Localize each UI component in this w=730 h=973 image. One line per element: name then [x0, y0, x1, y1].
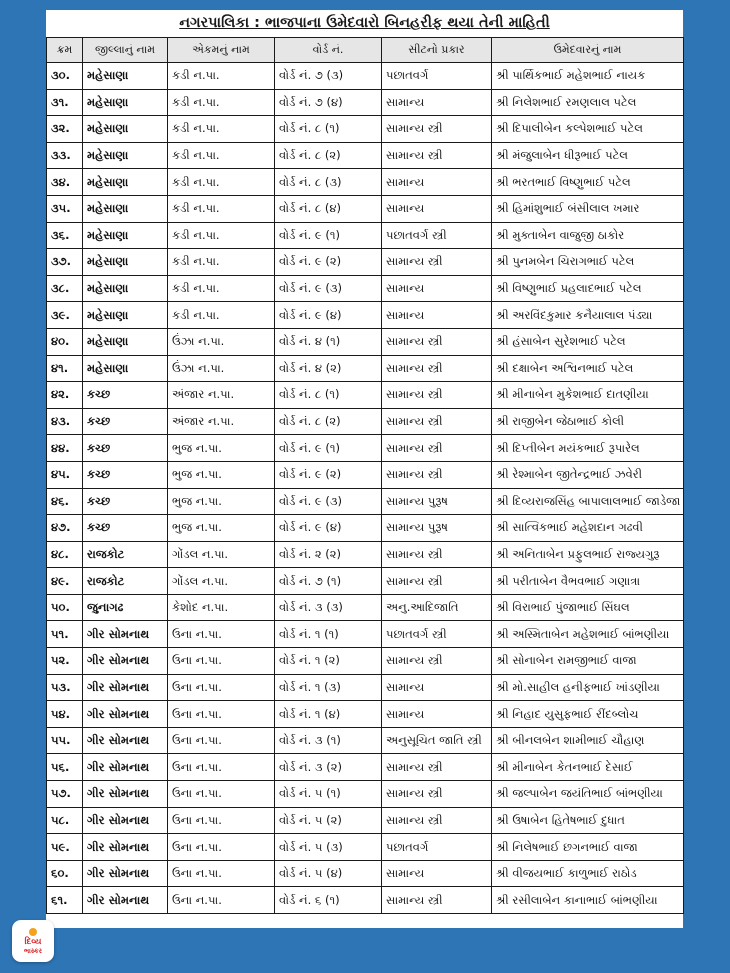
- cell-candidate: શ્રી રસીલાબેન કાનાભાઈ બાંભણીયા: [492, 887, 684, 914]
- cell-serial: ૫૮.: [47, 807, 83, 834]
- cell-district: ગીર સોમનાથ: [83, 834, 168, 861]
- cell-candidate: શ્રી સાત્વિકભાઈ મહેશદાન ગઢવી: [492, 515, 684, 542]
- cell-ward: વોર્ડ નં. ૩ (૧): [275, 727, 382, 754]
- cell-serial: ૪૯.: [47, 568, 83, 595]
- cell-seat-type: સામાન્ય: [382, 275, 492, 302]
- cell-ward: વોર્ડ નં. ૧ (૨): [275, 648, 382, 675]
- cell-district: મહેસાણા: [83, 63, 168, 90]
- table-row: [47, 142, 684, 169]
- table-row: [47, 541, 684, 568]
- cell-district: ગીર સોમનાથ: [83, 807, 168, 834]
- cell-ward: વોર્ડ નં. ૯ (૩): [275, 275, 382, 302]
- cell-unit: કડી ન.પા.: [168, 302, 275, 329]
- cell-unit: કડી ન.પા.: [168, 63, 275, 90]
- cell-candidate: શ્રી પુનમબેન ચિરાગભાઈ પટેલ: [492, 249, 684, 276]
- cell-serial: ૩૬.: [47, 222, 83, 249]
- cell-seat-type: સામાન્ય: [382, 169, 492, 196]
- cell-candidate: શ્રી હિમાંશુભાઈ બંસીલાલ ખમાર: [492, 195, 684, 222]
- cell-unit: કડી ન.પા.: [168, 195, 275, 222]
- cell-ward: વોર્ડ નં. ૭ (૪): [275, 89, 382, 116]
- sun-icon: [29, 928, 37, 936]
- cell-candidate: શ્રી પાર્થિકભાઈ મહેશભાઈ નાયક: [492, 63, 684, 90]
- cell-ward: વોર્ડ નં. ૮ (૨): [275, 408, 382, 435]
- cell-serial: ૪૭.: [47, 515, 83, 542]
- cell-seat-type: પછાતવર્ગ: [382, 834, 492, 861]
- cell-candidate: શ્રી મો.સાહીલ હનીફભાઈ ખાંડણીયા: [492, 674, 684, 701]
- table-header-row: [47, 38, 684, 63]
- table-row: [47, 435, 684, 462]
- cell-serial: ૪૪.: [47, 435, 83, 462]
- cell-unit: કડી ન.પા.: [168, 169, 275, 196]
- cell-seat-type: સામાન્ય: [382, 701, 492, 728]
- cell-seat-type: સામાન્ય પુરૂષ: [382, 515, 492, 542]
- cell-district: મહેસાણા: [83, 222, 168, 249]
- cell-serial: ૪૮.: [47, 541, 83, 568]
- table-row: [47, 887, 684, 914]
- cell-ward: વોર્ડ નં. ૯ (૨): [275, 249, 382, 276]
- cell-district: કચ્છ: [83, 435, 168, 462]
- table-row: [47, 461, 684, 488]
- cell-seat-type: સામાન્ય સ્ત્રી: [382, 142, 492, 169]
- cell-candidate: શ્રી રેશ્માબેન જીતેન્દ્રભાઈ ઝવેરી: [492, 461, 684, 488]
- cell-seat-type: સામાન્ય સ્ત્રી: [382, 328, 492, 355]
- table-row: [47, 89, 684, 116]
- table-row: [47, 754, 684, 781]
- cell-district: મહેસાણા: [83, 142, 168, 169]
- cell-ward: વોર્ડ નં. ૮ (૧): [275, 116, 382, 143]
- cell-district: ગીર સોમનાથ: [83, 648, 168, 675]
- cell-district: રાજકોટ: [83, 541, 168, 568]
- logo-text-line1: દિવ્ય: [24, 936, 42, 947]
- cell-unit: કડી ન.પા.: [168, 249, 275, 276]
- cell-unit: ગોંડલ ન.પા.: [168, 541, 275, 568]
- cell-serial: ૪૫.: [47, 461, 83, 488]
- cell-serial: ૫૦.: [47, 594, 83, 621]
- table-row: [47, 594, 684, 621]
- table-row: [47, 807, 684, 834]
- cell-seat-type: સામાન્ય સ્ત્રી: [382, 249, 492, 276]
- table-row: [47, 382, 684, 409]
- cell-serial: ૫૬.: [47, 754, 83, 781]
- cell-ward: વોર્ડ નં. ૪ (૧): [275, 328, 382, 355]
- cell-seat-type: પછાતવર્ગ સ્ત્રી: [382, 621, 492, 648]
- cell-district: કચ્છ: [83, 408, 168, 435]
- cell-serial: ૫૫.: [47, 727, 83, 754]
- cell-serial: ૬૧.: [47, 887, 83, 914]
- cell-unit: ભુજ ન.પા.: [168, 461, 275, 488]
- cell-district: ગીર સોમનાથ: [83, 887, 168, 914]
- cell-ward: વોર્ડ નં. ૯ (૧): [275, 435, 382, 462]
- cell-candidate: શ્રી ઉષાબેન હિતેષભાઈ દુધાત: [492, 807, 684, 834]
- cell-seat-type: સામાન્ય: [382, 195, 492, 222]
- cell-unit: ઉના ન.પા.: [168, 621, 275, 648]
- cell-candidate: શ્રી બીનલબેન શામીભાઈ ચૌહાણ: [492, 727, 684, 754]
- cell-ward: વોર્ડ નં. ૭ (૩): [275, 63, 382, 90]
- page-title: નગરપાલિકા : ભાજપાના ઉમેદવારો બિનહરીફ થયા તેની માહિતી: [179, 15, 550, 31]
- col-header-unit: એકમનું નામ: [168, 38, 275, 63]
- cell-seat-type: સામાન્ય સ્ત્રી: [382, 754, 492, 781]
- cell-candidate: શ્રી વિરાભાઈ પુંજાભાઈ સિંઘલ: [492, 594, 684, 621]
- cell-ward: વોર્ડ નં. ૮ (૨): [275, 142, 382, 169]
- cell-ward: વોર્ડ નં. ૨ (૨): [275, 541, 382, 568]
- cell-seat-type: સામાન્ય: [382, 89, 492, 116]
- cell-district: ગીર સોમનાથ: [83, 754, 168, 781]
- cell-candidate: શ્રી નિહાદ યુસુફભાઈ રીંદબ્લોચ: [492, 701, 684, 728]
- col-header-ward: વોર્ડ નં.: [275, 38, 382, 63]
- cell-district: મહેસાણા: [83, 195, 168, 222]
- cell-ward: વોર્ડ નં. ૫ (૨): [275, 807, 382, 834]
- cell-ward: વોર્ડ નં. ૫ (૩): [275, 834, 382, 861]
- cell-district: મહેસાણા: [83, 302, 168, 329]
- cell-district: કચ્છ: [83, 382, 168, 409]
- cell-candidate: શ્રી અસ્મિતાબેન મહેશભાઈ બાંભણીયા: [492, 621, 684, 648]
- cell-seat-type: અનુ.આદિજાતિ: [382, 594, 492, 621]
- cell-ward: વોર્ડ નં. ૯ (૪): [275, 302, 382, 329]
- cell-district: કચ્છ: [83, 488, 168, 515]
- cell-district: મહેસાણા: [83, 275, 168, 302]
- cell-candidate: શ્રી અરવિંદકુમાર કનૈયાલાલ પંડ્યા: [492, 302, 684, 329]
- cell-district: મહેસાણા: [83, 169, 168, 196]
- cell-ward: વોર્ડ નં. ૧ (૩): [275, 674, 382, 701]
- cell-district: મહેસાણા: [83, 89, 168, 116]
- cell-unit: ઉના ન.પા.: [168, 754, 275, 781]
- table-row: [47, 408, 684, 435]
- cell-ward: વોર્ડ નં. ૬ (૧): [275, 887, 382, 914]
- table-row: [47, 355, 684, 382]
- cell-district: કચ્છ: [83, 461, 168, 488]
- cell-serial: ૪૧.: [47, 355, 83, 382]
- cell-serial: ૫૩.: [47, 674, 83, 701]
- candidates-table: [46, 37, 684, 914]
- cell-candidate: શ્રી પરીતાબેન વૈભવભાઈ ગણાત્રા: [492, 568, 684, 595]
- cell-unit: ઉના ન.પા.: [168, 887, 275, 914]
- cell-serial: ૪૬.: [47, 488, 83, 515]
- cell-seat-type: સામાન્ય: [382, 674, 492, 701]
- cell-district: રાજકોટ: [83, 568, 168, 595]
- cell-unit: ઉના ન.પા.: [168, 860, 275, 887]
- table-row: [47, 674, 684, 701]
- cell-unit: કડી ન.પા.: [168, 222, 275, 249]
- cell-serial: ૩૫.: [47, 195, 83, 222]
- cell-district: ગીર સોમનાથ: [83, 860, 168, 887]
- table-row: [47, 568, 684, 595]
- cell-candidate: શ્રી દક્ષાબેન અશ્વિનભાઈ પટેલ: [492, 355, 684, 382]
- cell-unit: ઉના ન.પા.: [168, 648, 275, 675]
- cell-unit: ઉંઝા ન.પા.: [168, 355, 275, 382]
- cell-candidate: શ્રી મંજુલાબેન ધીરૂભાઈ પટેલ: [492, 142, 684, 169]
- cell-seat-type: સામાન્ય સ્ત્રી: [382, 807, 492, 834]
- cell-unit: કેશોદ ન.પા.: [168, 594, 275, 621]
- cell-ward: વોર્ડ નં. ૮ (૩): [275, 169, 382, 196]
- table-row: [47, 222, 684, 249]
- cell-seat-type: અનુસૂચિત જાતિ સ્ત્રી: [382, 727, 492, 754]
- cell-unit: કડી ન.પા.: [168, 116, 275, 143]
- table-row: [47, 860, 684, 887]
- cell-candidate: શ્રી હંસાબેન સુરેશભાઈ પટેલ: [492, 328, 684, 355]
- cell-seat-type: સામાન્ય સ્ત્રી: [382, 568, 492, 595]
- table-row: [47, 116, 684, 143]
- cell-serial: ૩૩.: [47, 142, 83, 169]
- cell-ward: વોર્ડ નં. ૮ (૧): [275, 382, 382, 409]
- table-row: [47, 701, 684, 728]
- cell-candidate: શ્રી અનિતાબેન પ્રફુલભાઈ રાજ્યગુરૂ: [492, 541, 684, 568]
- cell-seat-type: સામાન્ય સ્ત્રી: [382, 541, 492, 568]
- cell-candidate: શ્રી દિપ્તીબેન મયંકભાઈ રૂપારેલ: [492, 435, 684, 462]
- cell-serial: ૩૯.: [47, 302, 83, 329]
- cell-candidate: શ્રી નિલેશભાઈ રમણલાલ પટેલ: [492, 89, 684, 116]
- col-header-district: જીલ્લાનું નામ: [83, 38, 168, 63]
- cell-seat-type: સામાન્ય સ્ત્રી: [382, 435, 492, 462]
- cell-serial: ૪૦.: [47, 328, 83, 355]
- table-row: [47, 195, 684, 222]
- col-header-serial: ક્રમ: [47, 38, 83, 63]
- cell-ward: વોર્ડ નં. ૭ (૧): [275, 568, 382, 595]
- table-row: [47, 727, 684, 754]
- cell-unit: ભુજ ન.પા.: [168, 515, 275, 542]
- cell-ward: વોર્ડ નં. ૯ (૩): [275, 488, 382, 515]
- cell-serial: ૩૦.: [47, 63, 83, 90]
- cell-unit: ઉના ન.પા.: [168, 674, 275, 701]
- cell-serial: ૫૪.: [47, 701, 83, 728]
- cell-serial: ૫૭.: [47, 781, 83, 808]
- cell-seat-type: પછાતવર્ગ: [382, 63, 492, 90]
- cell-serial: ૩૧.: [47, 89, 83, 116]
- cell-ward: વોર્ડ નં. ૪ (૨): [275, 355, 382, 382]
- cell-unit: ઉના ન.પા.: [168, 701, 275, 728]
- cell-unit: અંજાર ન.પા.: [168, 408, 275, 435]
- table-row: [47, 648, 684, 675]
- cell-ward: વોર્ડ નં. ૯ (૪): [275, 515, 382, 542]
- cell-seat-type: પછાતવર્ગ સ્ત્રી: [382, 222, 492, 249]
- cell-serial: ૫૯.: [47, 834, 83, 861]
- cell-district: ગીર સોમનાથ: [83, 701, 168, 728]
- cell-candidate: શ્રી રાજીબેન જેઠાભાઈ કોલી: [492, 408, 684, 435]
- table-body: [47, 63, 684, 914]
- cell-ward: વોર્ડ નં. ૫ (૪): [275, 860, 382, 887]
- table-row: [47, 488, 684, 515]
- table-row: [47, 328, 684, 355]
- col-header-candidate: ઉમેદવારનું નામ: [492, 38, 684, 63]
- cell-candidate: શ્રી મીનાબેન મુકેશભાઈ દાતણીયા: [492, 382, 684, 409]
- cell-unit: કડી ન.પા.: [168, 89, 275, 116]
- table-row: [47, 169, 684, 196]
- cell-serial: ૪૩.: [47, 408, 83, 435]
- cell-candidate: શ્રી મીનાબેન કેતનભાઈ દેસાઈ: [492, 754, 684, 781]
- cell-unit: કડી ન.પા.: [168, 142, 275, 169]
- cell-seat-type: સામાન્ય સ્ત્રી: [382, 355, 492, 382]
- cell-candidate: શ્રી સોનાબેન રામજીભાઈ વાજા: [492, 648, 684, 675]
- cell-candidate: શ્રી દિવ્યરાજસિંહ બાપાલાલભાઈ જાડેજા: [492, 488, 684, 515]
- cell-district: ગીર સોમનાથ: [83, 727, 168, 754]
- cell-unit: ભુજ ન.પા.: [168, 488, 275, 515]
- cell-seat-type: સામાન્ય સ્ત્રી: [382, 648, 492, 675]
- logo-text-line2: ભાસ્કર: [24, 946, 42, 955]
- cell-ward: વોર્ડ નં. ૯ (૨): [275, 461, 382, 488]
- table-row: [47, 781, 684, 808]
- cell-serial: ૩૭.: [47, 249, 83, 276]
- cell-seat-type: સામાન્ય સ્ત્રી: [382, 461, 492, 488]
- cell-seat-type: સામાન્ય પુરૂષ: [382, 488, 492, 515]
- cell-seat-type: સામાન્ય: [382, 860, 492, 887]
- cell-unit: ઉના ન.પા.: [168, 727, 275, 754]
- cell-district: મહેસાણા: [83, 328, 168, 355]
- table-row: [47, 834, 684, 861]
- cell-serial: ૩૪.: [47, 169, 83, 196]
- cell-serial: ૫૨.: [47, 648, 83, 675]
- cell-unit: ઉના ન.પા.: [168, 834, 275, 861]
- cell-ward: વોર્ડ નં. ૫ (૧): [275, 781, 382, 808]
- cell-ward: વોર્ડ નં. ૮ (૪): [275, 195, 382, 222]
- cell-serial: ૫૧.: [47, 621, 83, 648]
- cell-seat-type: સામાન્ય સ્ત્રી: [382, 116, 492, 143]
- cell-candidate: શ્રી ભરતભાઈ વિષ્ણુભાઈ પટેલ: [492, 169, 684, 196]
- cell-candidate: શ્રી નિલેષભાઈ છગનભાઈ વાજા: [492, 834, 684, 861]
- cell-district: કચ્છ: [83, 515, 168, 542]
- cell-district: જુનાગઢ: [83, 594, 168, 621]
- cell-district: મહેસાણા: [83, 249, 168, 276]
- cell-seat-type: સામાન્ય: [382, 302, 492, 329]
- col-header-seat-type: સીટનો પ્રકાર: [382, 38, 492, 63]
- cell-candidate: શ્રી વિષ્ણુભાઈ પ્રહલાદભાઈ પટેલ: [492, 275, 684, 302]
- table-row: [47, 621, 684, 648]
- cell-unit: કડી ન.પા.: [168, 275, 275, 302]
- cell-unit: ભુજ ન.પા.: [168, 435, 275, 462]
- cell-serial: ૩૮.: [47, 275, 83, 302]
- cell-unit: ઉના ન.પા.: [168, 781, 275, 808]
- cell-candidate: શ્રી દિપાલીબેન કલ્પેશભાઈ પટેલ: [492, 116, 684, 143]
- cell-candidate: શ્રી જલ્પાબેન જયંતિભાઈ બાંભણીયા: [492, 781, 684, 808]
- cell-district: મહેસાણા: [83, 116, 168, 143]
- cell-seat-type: સામાન્ય સ્ત્રી: [382, 408, 492, 435]
- cell-serial: ૪૨.: [47, 382, 83, 409]
- cell-district: મહેસાણા: [83, 355, 168, 382]
- cell-ward: વોર્ડ નં. ૩ (૩): [275, 594, 382, 621]
- table-row: [47, 275, 684, 302]
- cell-unit: ગોંડલ ન.પા.: [168, 568, 275, 595]
- cell-seat-type: સામાન્ય સ્ત્રી: [382, 781, 492, 808]
- cell-seat-type: સામાન્ય સ્ત્રી: [382, 887, 492, 914]
- table-row: [47, 515, 684, 542]
- cell-ward: વોર્ડ નં. ૩ (૨): [275, 754, 382, 781]
- cell-district: ગીર સોમનાથ: [83, 674, 168, 701]
- cell-ward: વોર્ડ નં. ૯ (૧): [275, 222, 382, 249]
- cell-unit: ઉંઝા ન.પા.: [168, 328, 275, 355]
- divya-bhaskar-logo: [12, 920, 54, 962]
- cell-candidate: શ્રી વીજયભાઈ કાળુભાઈ રાઠોડ: [492, 860, 684, 887]
- cell-seat-type: સામાન્ય સ્ત્રી: [382, 382, 492, 409]
- cell-serial: ૬૦.: [47, 860, 83, 887]
- cell-ward: વોર્ડ નં. ૧ (૧): [275, 621, 382, 648]
- cell-district: ગીર સોમનાથ: [83, 781, 168, 808]
- cell-serial: ૩૨.: [47, 116, 83, 143]
- cell-ward: વોર્ડ નં. ૧ (૪): [275, 701, 382, 728]
- table-row: [47, 63, 684, 90]
- cell-district: ગીર સોમનાથ: [83, 621, 168, 648]
- cell-unit: ઉના ન.પા.: [168, 807, 275, 834]
- cell-candidate: શ્રી મુક્તાબેન વાજુજી ઠાકોર: [492, 222, 684, 249]
- document-sheet: [46, 10, 683, 928]
- table-row: [47, 249, 684, 276]
- table-row: [47, 302, 684, 329]
- cell-unit: અંજાર ન.પા.: [168, 382, 275, 409]
